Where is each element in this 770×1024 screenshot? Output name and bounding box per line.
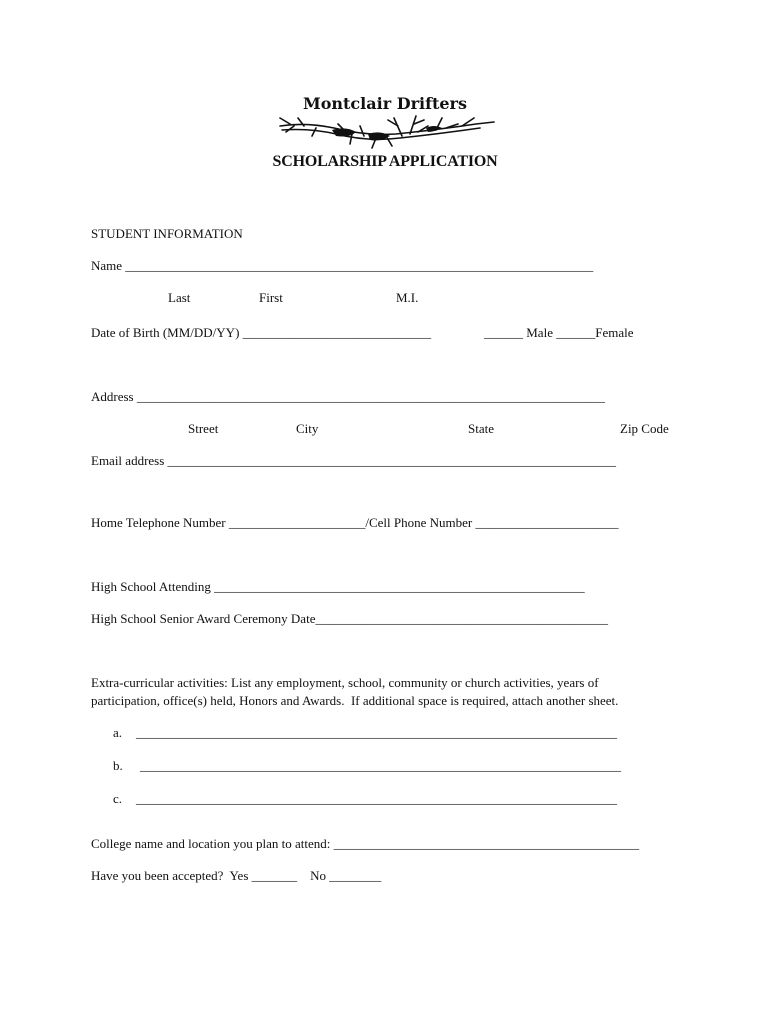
address-city-label: City [296, 421, 319, 436]
extracurricular-instructions-line-2: participation, office(s) held, Honors and Awards. If additional space is required, attach another sheet. [91, 693, 619, 708]
date-of-birth-field[interactable]: Date of Birth (MM/DD/YY) _____________________________ [91, 325, 432, 340]
high-school-field[interactable]: High School Attending _________________________________________________________ [91, 579, 585, 594]
list-item-c-label: c. [113, 791, 123, 806]
section-heading-student-info: STUDENT INFORMATION [91, 226, 243, 241]
name-first-label: First [259, 290, 283, 305]
list-item-c-line[interactable]: __________________________________________________________________________ [136, 791, 617, 806]
address-street-label: Street [188, 421, 219, 436]
driftwood-logo-icon [276, 114, 498, 152]
address-zip-label: Zip Code [620, 421, 669, 436]
address-state-label: State [468, 421, 494, 436]
organization-name: Montclair Drifters [303, 94, 467, 113]
award-ceremony-date-field[interactable]: High School Senior Award Ceremony Date_____________________________________________ [91, 611, 608, 626]
name-mi-label: M.I. [396, 290, 419, 305]
accepted-field[interactable]: Have you been accepted? Yes _______ No ________ [91, 868, 382, 883]
list-item-a-label: a. [113, 725, 123, 740]
list-item-b-line[interactable]: __________________________________________________________________________ [140, 758, 621, 773]
gender-field[interactable]: ______ Male ______Female [484, 325, 634, 340]
name-field[interactable]: Name ________________________________________________________________________ [91, 258, 594, 273]
name-last-label: Last [168, 290, 191, 305]
college-field[interactable]: College name and location you plan to attend: _______________________________________________ [91, 836, 640, 851]
list-item-b-label: b. [113, 758, 123, 773]
address-field[interactable]: Address ________________________________________________________________________ [91, 389, 605, 404]
phone-field[interactable]: Home Telephone Number _____________________/Cell Phone Number ______________________ [91, 515, 619, 530]
list-item-a-line[interactable]: __________________________________________________________________________ [136, 725, 617, 740]
email-field[interactable]: Email address _____________________________________________________________________ [91, 453, 617, 468]
form-title: SCHOLARSHIP APPLICATION [272, 153, 498, 170]
extracurricular-instructions-line-1: Extra-curricular activities: List any employment, school, community or church activities, years of [91, 675, 599, 690]
